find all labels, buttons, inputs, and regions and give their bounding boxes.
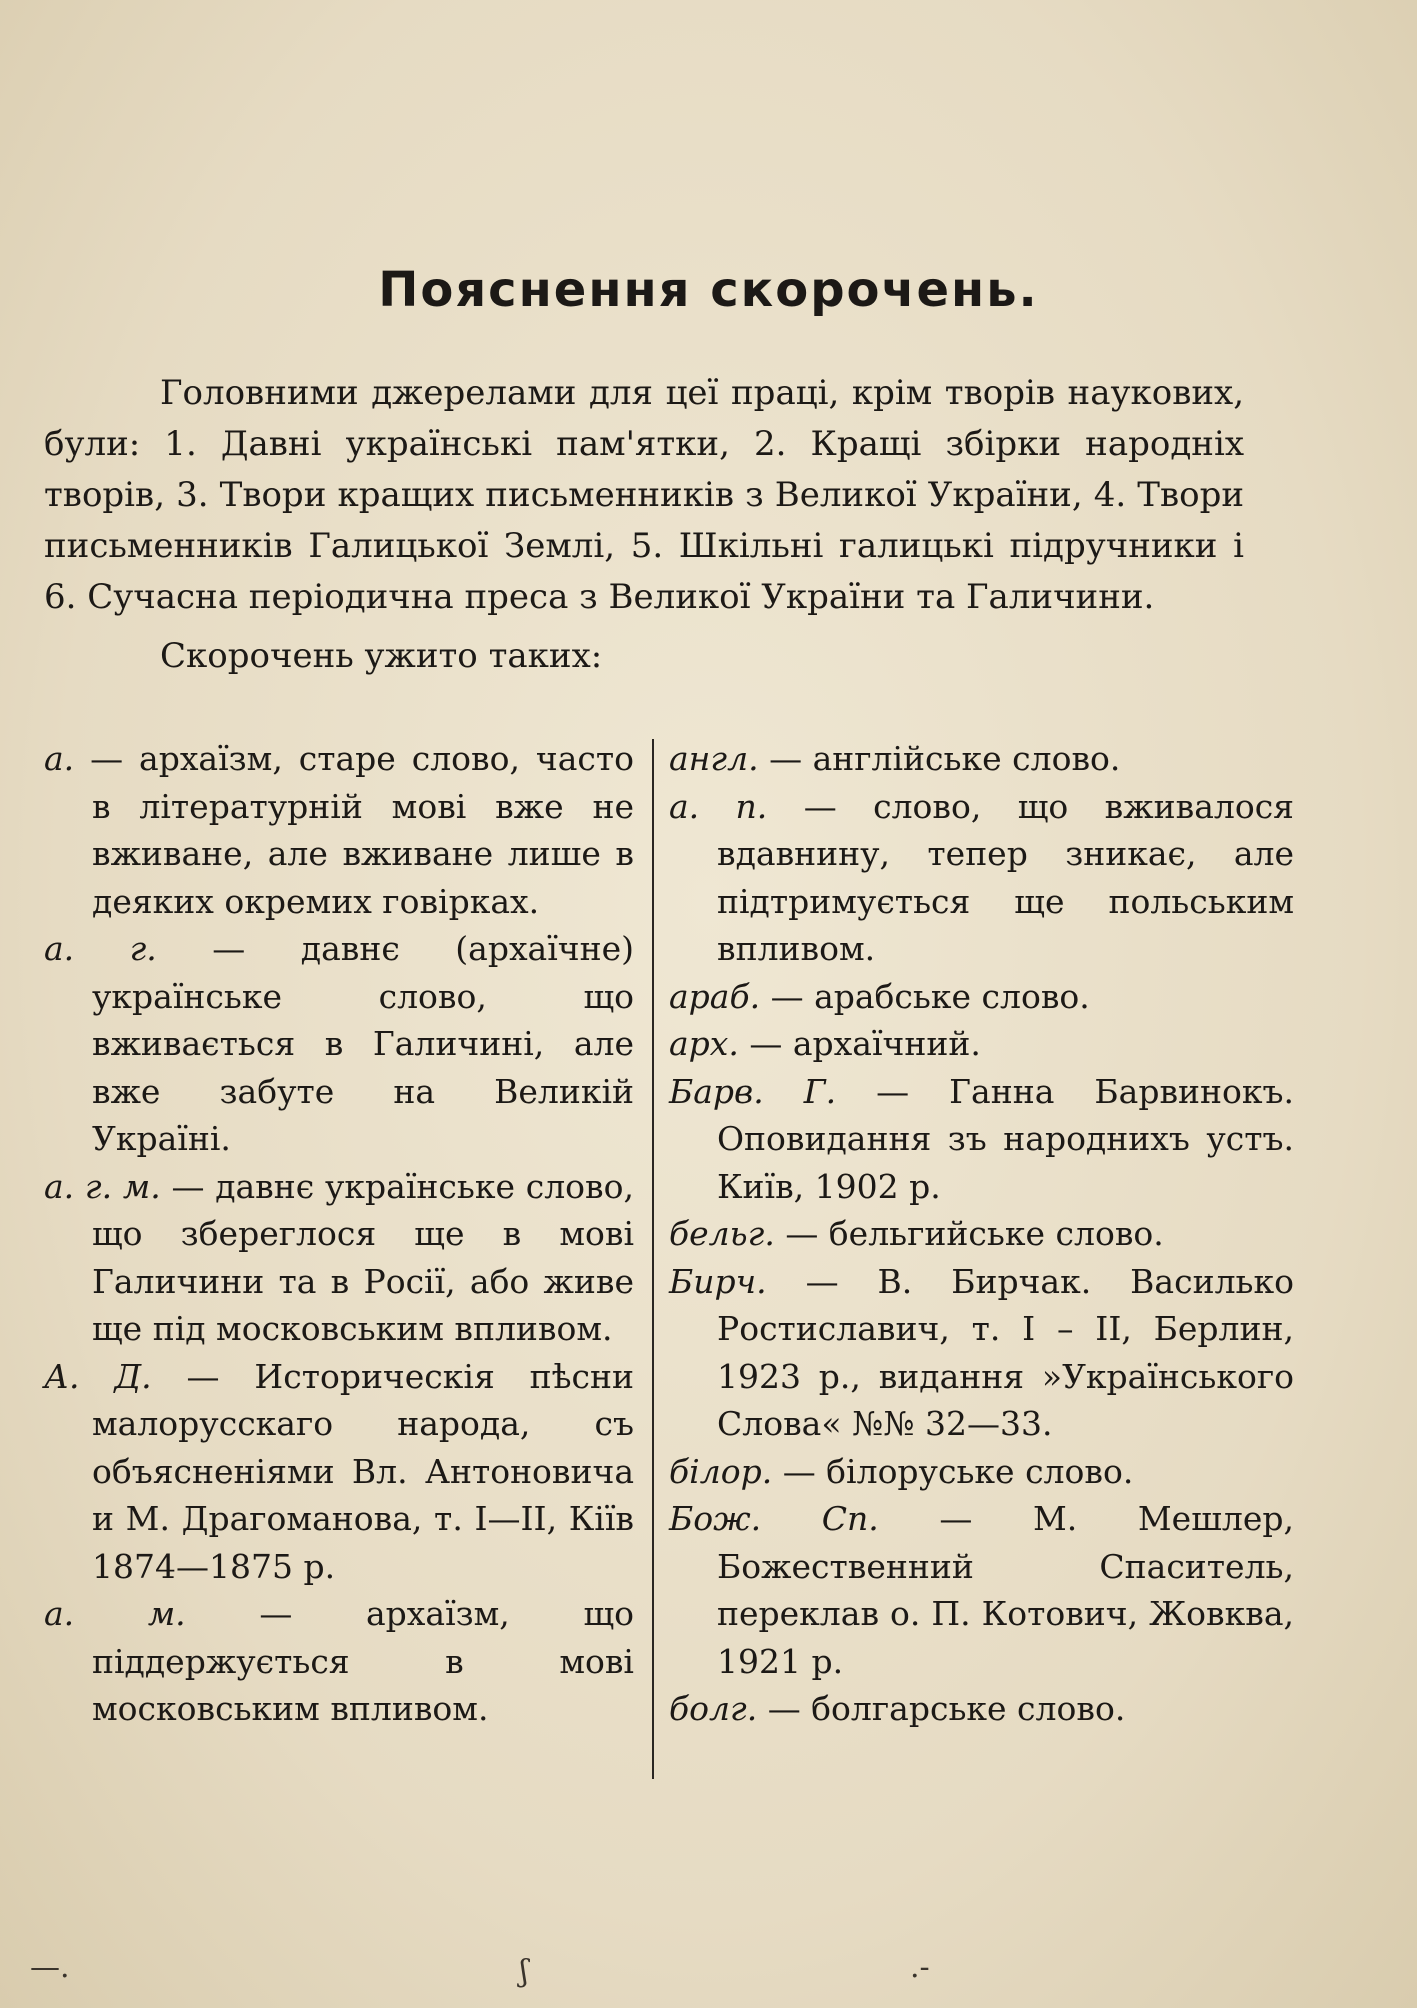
abbreviation-entry — [669, 735, 1294, 783]
abbreviation-entry — [669, 783, 1294, 973]
page-edge-marks — [0, 1950, 1417, 1990]
abbreviation: А. Д. — [44, 1356, 152, 1396]
abbreviation-entry — [669, 973, 1294, 1021]
abbreviation-definition: — архаїзм, що піддержується в мові московським впливом. — [92, 1594, 634, 1728]
abbreviation: арх. — [669, 1024, 739, 1063]
abbreviation: Бож. Сп. — [669, 1499, 879, 1538]
abbreviation: а. п. — [669, 786, 768, 826]
abbreviation-entry — [44, 1590, 634, 1733]
smudge-mark: ʃ — [520, 1954, 529, 1989]
intro-lead: Скорочень ужито таких: — [160, 636, 603, 676]
abbreviation-definition: — М. Мешлер, Божественний Спаситель, переклав о. П. Котович, Жовква, 1921 р. — [717, 1499, 1295, 1681]
abbreviation-definition: — архаїзм, старе слово, часто в літературній мові вже не вживане, але вживане лише в деяких окремих говірках. — [74, 739, 634, 921]
column-divider — [652, 739, 654, 1779]
abbreviation-entry — [44, 1353, 634, 1591]
smudge-mark: .- — [910, 1950, 930, 1985]
abbreviation-definition: — Ганна Барвинокъ. Оповидання зъ народнихъ устъ. Київ, 1902 р. — [717, 1071, 1294, 1206]
abbreviation-entry — [669, 1068, 1294, 1211]
abbreviation-definition: — англійське слово. — [758, 739, 1121, 778]
abbreviation-entry — [44, 735, 634, 925]
abbreviation-definition: — слово, що вживалося вдавнину, тепер зникає, але підтримується ще польським впливом. — [717, 786, 1294, 968]
abbreviation-definition: — архаїчний. — [738, 1024, 981, 1063]
abbreviation: а. г. — [44, 929, 157, 968]
abbreviation: болг. — [669, 1689, 758, 1728]
abbreviation-entry — [669, 1495, 1294, 1685]
abbreviation-entry — [44, 1163, 634, 1353]
abbreviation-entry — [669, 1258, 1294, 1448]
abbreviation-entry — [669, 1685, 1294, 1733]
abbreviation: білор. — [669, 1451, 773, 1491]
left-column — [44, 735, 634, 1733]
abbreviation-definition: — болгарське слово. — [757, 1689, 1126, 1728]
abbreviation-definition: — арабське слово. — [760, 976, 1090, 1016]
abbreviation: а. — [44, 739, 75, 778]
intro-section — [44, 368, 1244, 682]
abbreviation-definition: — Историческія пѣсни малорусскаго народа, съ объясненіями Вл. Антоновича и М. Драгоманова, т. I—II, Кіїв 1874—1875 р. — [92, 1356, 635, 1586]
abbreviation-entry — [669, 1210, 1294, 1258]
abbreviation: Барв. Г. — [669, 1071, 837, 1111]
abbreviation-definition: — давнє (архаїчне) українське слово, що вживається в Галичині, але вже забуте на Великій Україні. — [92, 929, 634, 1158]
intro-paragraph: Головними джерелами для цеї праці, крім творів наукових, були: 1. Давні українські пам'ятки, 2. Кращі збірки народніх творів, 3. Твори кращих письменників з Великої України, 4. Твори письменників Галицької Землі, 5. Шкільні галицькі підручники і 6. Сучасна періодична преса з Великої України та Галичини. — [44, 373, 1244, 617]
abbreviation-definition: — В. Бирчак. Василько Ростиславич, т. I – II, Берлин, 1923 р., видання »Українського Слова« №№ 32—33. — [717, 1261, 1294, 1443]
abbreviation-entry — [669, 1448, 1294, 1496]
abbreviation: араб. — [669, 976, 761, 1016]
page-title: Пояснення скорочень. — [378, 262, 1039, 318]
abbreviation-entry — [44, 925, 634, 1163]
smudge-mark: —. — [30, 1950, 70, 1985]
abbreviation: а. м. — [44, 1594, 186, 1633]
abbreviation: бельг. — [669, 1214, 775, 1253]
abbreviation-definition: — давнє українське слово, що збереглося ще в мові Галичини та в Росії, або живе ще під московським впливом. — [92, 1166, 634, 1348]
abbreviation-entry — [669, 1020, 1294, 1068]
abbreviation: Бирч. — [669, 1261, 767, 1301]
abbreviations-list — [44, 735, 1294, 1795]
abbreviation-definition: — бельгийське слово. — [774, 1214, 1164, 1253]
right-column — [669, 735, 1294, 1733]
abbreviation: а. г. м. — [44, 1166, 161, 1206]
abbreviation-definition: — білоруське слово. — [772, 1451, 1134, 1491]
abbreviation: англ. — [669, 739, 759, 778]
